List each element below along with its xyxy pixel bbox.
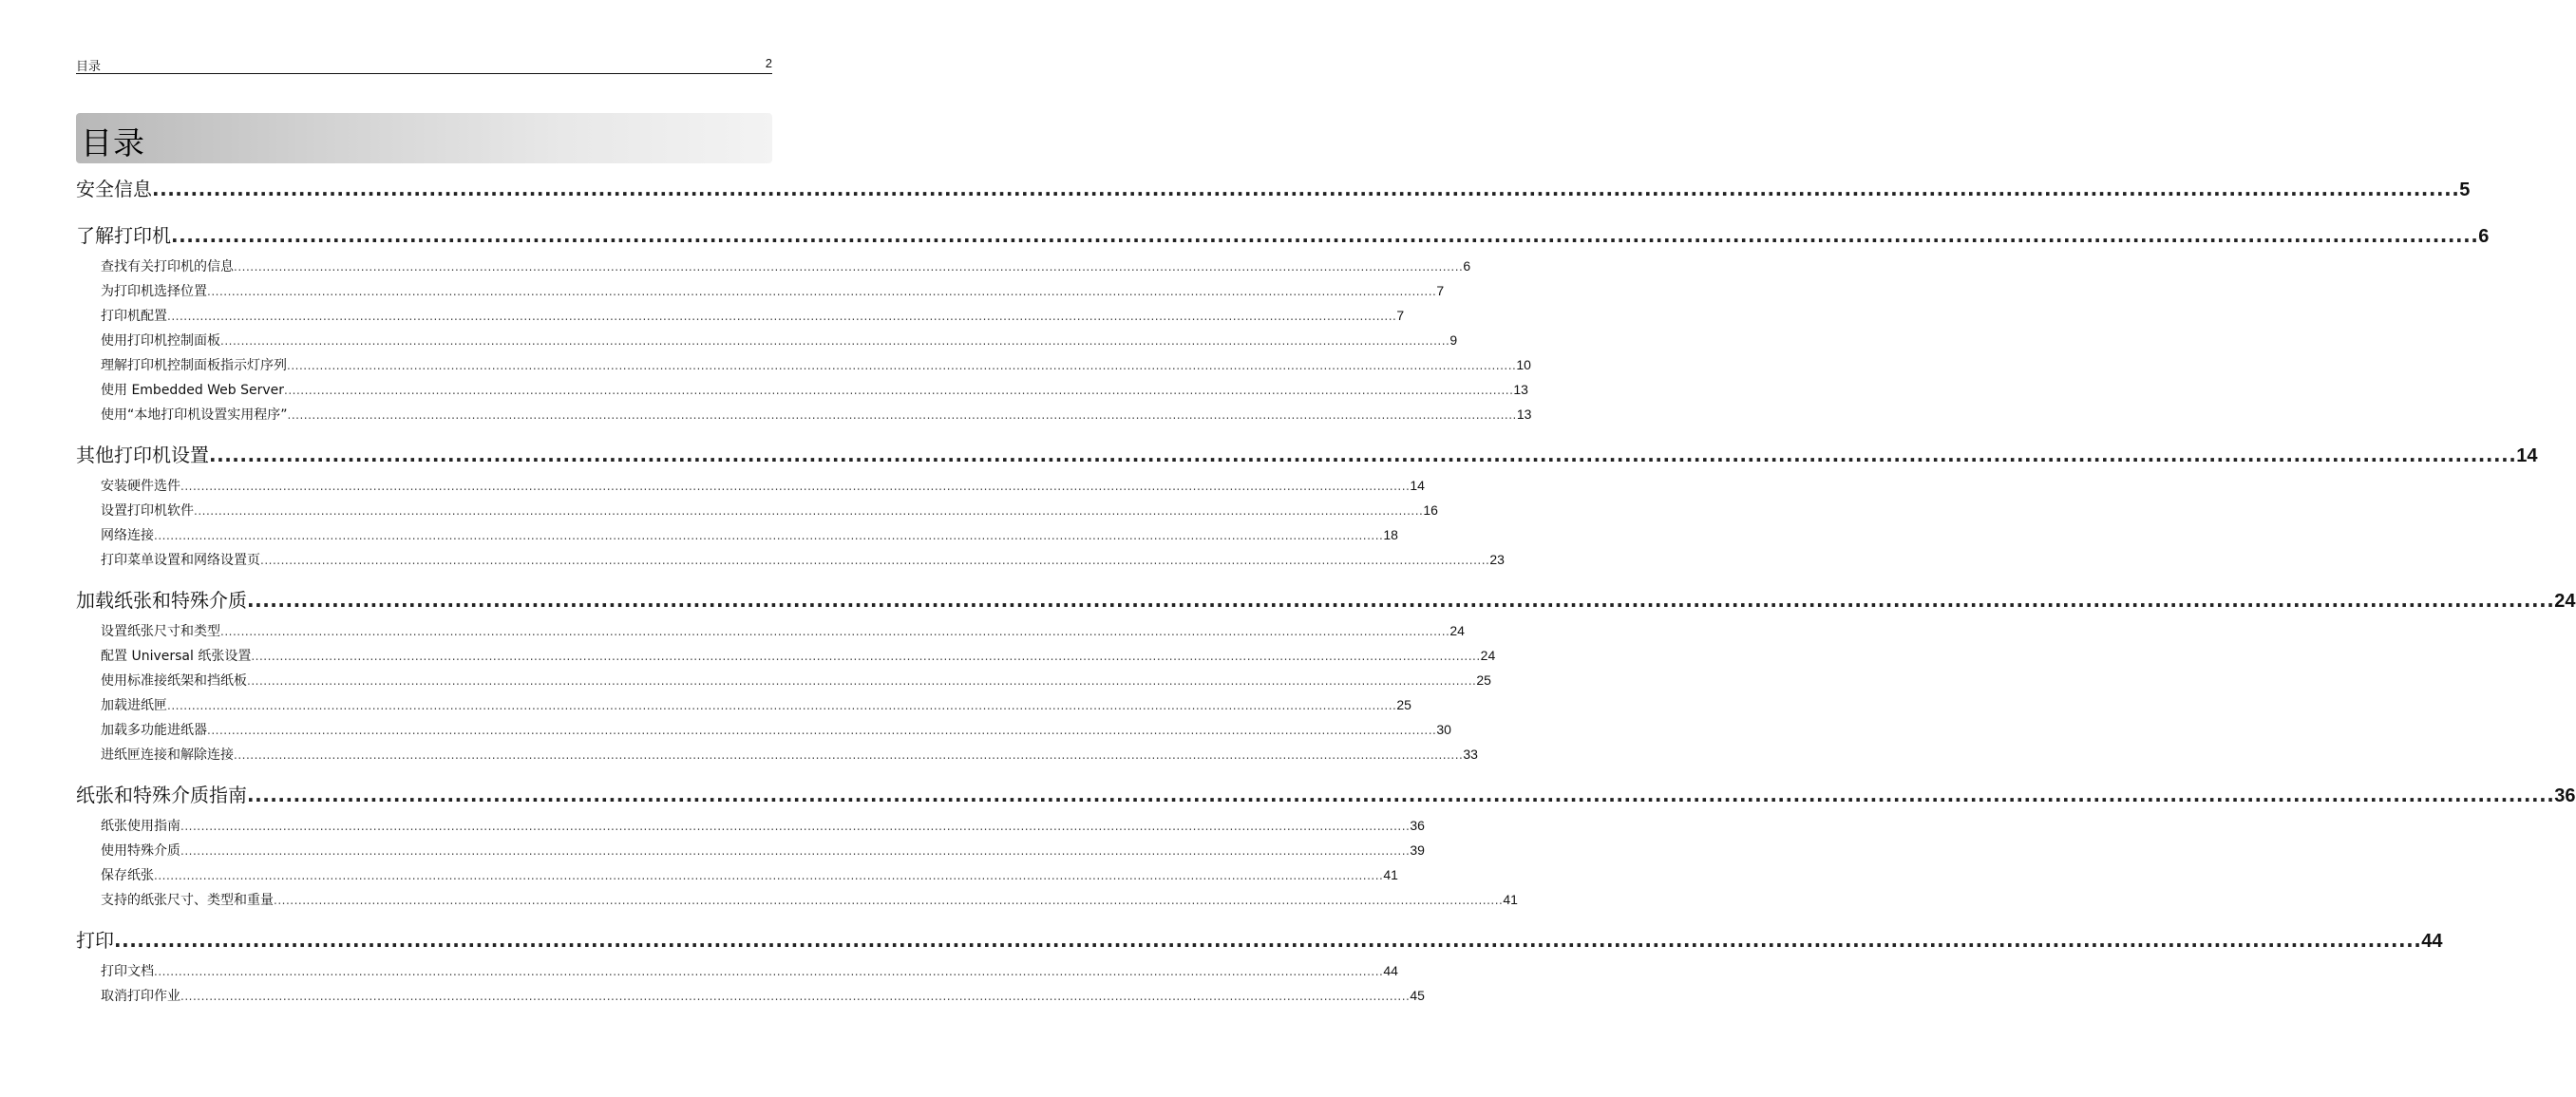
- dot-leader: ............................................................................................................................................................................................................................................................................................................: [167, 310, 1397, 323]
- toc-section-title: 安全信息: [76, 178, 152, 200]
- table-of-contents: [76, 171, 2576, 1018]
- toc-section-heading[interactable]: [76, 218, 2490, 254]
- toc-entry[interactable]: [76, 668, 1491, 692]
- toc-section-heading[interactable]: [76, 582, 2576, 618]
- toc-entry-page-number: 39: [1410, 842, 1425, 858]
- dot-leader: ............................................................................................................................................................................................................................................................................................................: [114, 929, 2422, 952]
- toc-entry[interactable]: [76, 862, 1398, 887]
- toc-section: [76, 777, 2576, 912]
- dot-leader: ............................................................................................................................................................................................................................................................................................................: [180, 820, 1411, 833]
- toc-entry-title: 加载多功能进纸器: [101, 723, 207, 738]
- toc-entry[interactable]: [76, 692, 1411, 717]
- toc-entry[interactable]: [76, 618, 1465, 643]
- toc-entry[interactable]: [76, 983, 1425, 1008]
- dot-leader: ............................................................................................................................................................................................................................................................................................................: [180, 480, 1411, 493]
- toc-entry-page-number: 16: [1423, 502, 1438, 518]
- toc-entry-page-number: 25: [1476, 672, 1491, 688]
- toc-section-page-number: 36: [2554, 785, 2576, 806]
- toc-entry-title: 查找有关打印机的信息: [101, 259, 234, 274]
- toc-section-title: 打印: [76, 929, 114, 952]
- dot-leader: ............................................................................................................................................................................................................................................................................................................: [287, 408, 1517, 422]
- toc-entry-page-number: 6: [1463, 258, 1471, 274]
- running-header-page-number: 2: [765, 56, 772, 70]
- toc-section: [76, 218, 2490, 426]
- toc-entry-page-number: 18: [1383, 527, 1398, 542]
- toc-entry-title: 为打印机选择位置: [101, 284, 207, 299]
- toc-entry[interactable]: [76, 352, 1531, 377]
- toc-entry[interactable]: [76, 838, 1425, 862]
- toc-entry-title: 打印菜单设置和网络设置页: [101, 553, 260, 568]
- toc-section-page-number: 14: [2516, 445, 2538, 466]
- dot-leader: ............................................................................................................................................................................................................................................................................................................: [234, 260, 1464, 274]
- toc-entry[interactable]: [76, 522, 1398, 547]
- dot-leader: ............................................................................................................................................................................................................................................................................................................: [154, 869, 1384, 882]
- dot-leader: ............................................................................................................................................................................................................................................................................................................: [171, 224, 2479, 247]
- toc-entry-title: 使用“本地打印机设置实用程序”: [101, 407, 288, 423]
- toc-entry[interactable]: [76, 887, 1518, 912]
- toc-entry[interactable]: [76, 278, 1445, 303]
- toc-entry[interactable]: [76, 742, 1478, 766]
- toc-entry-page-number: 7: [1436, 283, 1445, 298]
- toc-entry-page-number: 13: [1516, 407, 1532, 422]
- toc-section-title: 其他打印机设置: [76, 444, 209, 466]
- toc-entry-page-number: 44: [1383, 963, 1398, 978]
- toc-entry-page-number: 7: [1396, 308, 1405, 323]
- toc-entry[interactable]: [76, 547, 1505, 572]
- toc-entry-page-number: 24: [1480, 648, 1496, 663]
- toc-entry-title: 设置打印机软件: [101, 503, 194, 519]
- toc-entry-title: 设置纸张尺寸和类型: [101, 624, 220, 639]
- toc-section-title: 纸张和特殊介质指南: [76, 784, 247, 806]
- toc-entry-page-number: 13: [1513, 382, 1528, 397]
- toc-entry[interactable]: [76, 717, 1451, 742]
- toc-entry-title: 使用打印机控制面板: [101, 333, 220, 349]
- toc-entry[interactable]: [76, 643, 1496, 668]
- toc-section-heading[interactable]: [76, 777, 2576, 813]
- dot-leader: ............................................................................................................................................................................................................................................................................................................: [234, 748, 1464, 762]
- toc-entry-title: 支持的纸张尺寸、类型和重量: [101, 893, 274, 908]
- toc-entry-title: 使用特殊介质: [101, 843, 180, 859]
- dot-leader: ............................................................................................................................................................................................................................................................................................................: [260, 554, 1490, 567]
- toc-section-page-number: 24: [2554, 591, 2576, 612]
- dot-leader: ............................................................................................................................................................................................................................................................................................................: [287, 359, 1517, 372]
- dot-leader: ............................................................................................................................................................................................................................................................................................................: [220, 625, 1450, 638]
- dot-leader: ............................................................................................................................................................................................................................................................................................................: [167, 699, 1397, 712]
- toc-entry-page-number: 9: [1449, 332, 1458, 348]
- dot-leader: ............................................................................................................................................................................................................................................................................................................: [247, 674, 1477, 688]
- toc-entry[interactable]: [76, 402, 1532, 426]
- toc-entry-title: 安装硬件选件: [101, 479, 180, 494]
- toc-entry-title: 保存纸张: [101, 868, 154, 883]
- dot-leader: ............................................................................................................................................................................................................................................................................................................: [220, 334, 1450, 348]
- dot-leader: ............................................................................................................................................................................................................................................................................................................: [154, 965, 1384, 978]
- toc-entry[interactable]: [76, 958, 1398, 983]
- toc-entry-title: 加载进纸匣: [101, 698, 167, 713]
- toc-section-page-number: 6: [2478, 226, 2490, 247]
- dot-leader: ............................................................................................................................................................................................................................................................................................................: [207, 285, 1437, 298]
- dot-leader: ............................................................................................................................................................................................................................................................................................................: [209, 444, 2517, 466]
- dot-leader: ............................................................................................................................................................................................................................................................................................................: [180, 844, 1411, 858]
- toc-title-banner: [76, 113, 772, 163]
- toc-entry-page-number: 41: [1383, 867, 1398, 882]
- toc-entry-page-number: 14: [1410, 478, 1425, 493]
- toc-section-heading[interactable]: [76, 437, 2538, 473]
- toc-entry[interactable]: [76, 498, 1438, 522]
- toc-entry-page-number: 36: [1410, 818, 1425, 833]
- toc-section: [76, 171, 2471, 207]
- toc-entry-page-number: 24: [1449, 623, 1465, 638]
- toc-section-title: 加载纸张和特殊介质: [76, 589, 247, 612]
- toc-entry-title: 打印机配置: [101, 309, 167, 324]
- toc-section-heading[interactable]: [76, 922, 2443, 958]
- toc-entry-page-number: 41: [1503, 892, 1518, 907]
- toc-section: [76, 922, 2443, 1008]
- toc-entry-title: 纸张使用指南: [101, 819, 180, 834]
- toc-entry[interactable]: [76, 377, 1528, 402]
- toc-section-page-number: 5: [2459, 180, 2471, 200]
- toc-entry[interactable]: [76, 813, 1425, 838]
- dot-leader: ............................................................................................................................................................................................................................................................................................................: [247, 589, 2555, 612]
- toc-section-heading[interactable]: [76, 171, 2471, 207]
- toc-entry[interactable]: [76, 303, 1405, 328]
- toc-entry-title: 使用标准接纸架和挡纸板: [101, 673, 247, 689]
- dot-leader: ............................................................................................................................................................................................................................................................................................................: [274, 894, 1504, 907]
- running-header-title: 目录: [76, 60, 102, 74]
- toc-entry-page-number: 25: [1396, 697, 1411, 712]
- toc-entry-title: 理解打印机控制面板指示灯序列: [101, 358, 287, 373]
- toc-entry[interactable]: [76, 254, 1471, 278]
- toc-section: [76, 437, 2538, 572]
- toc-entry-title: 配置 Universal 纸张设置: [101, 649, 252, 664]
- toc-entry-page-number: 30: [1436, 722, 1451, 737]
- toc-entry-title: 取消打印作业: [101, 989, 180, 1004]
- toc-entry-title: 进纸匣连接和解除连接: [101, 747, 234, 763]
- dot-leader: ............................................................................................................................................................................................................................................................................................................: [251, 650, 1481, 663]
- page-header: [76, 54, 772, 74]
- dot-leader: ............................................................................................................................................................................................................................................................................................................: [152, 178, 2460, 200]
- dot-leader: ............................................................................................................................................................................................................................................................................................................: [154, 529, 1384, 542]
- dot-leader: ............................................................................................................................................................................................................................................................................................................: [194, 504, 1424, 518]
- toc-entry-title: 使用 Embedded Web Server: [101, 383, 285, 398]
- toc-entry-page-number: 23: [1489, 552, 1505, 567]
- toc-section: [76, 582, 2576, 766]
- toc-entry[interactable]: [76, 328, 1458, 352]
- toc-section-title: 了解打印机: [76, 224, 171, 247]
- toc-entry[interactable]: [76, 473, 1425, 498]
- toc-title: 目录: [81, 124, 145, 161]
- toc-entry-title: 打印文档: [101, 964, 154, 979]
- dot-leader: ............................................................................................................................................................................................................................................................................................................: [180, 990, 1411, 1003]
- dot-leader: ............................................................................................................................................................................................................................................................................................................: [284, 384, 1514, 397]
- toc-entry-page-number: 10: [1516, 357, 1531, 372]
- dot-leader: ............................................................................................................................................................................................................................................................................................................: [207, 724, 1437, 737]
- toc-entry-page-number: 45: [1410, 988, 1425, 1003]
- toc-entry-page-number: 33: [1463, 747, 1478, 762]
- toc-entry-title: 网络连接: [101, 528, 154, 543]
- dot-leader: ............................................................................................................................................................................................................................................................................................................: [247, 784, 2555, 806]
- toc-section-page-number: 44: [2421, 931, 2443, 952]
